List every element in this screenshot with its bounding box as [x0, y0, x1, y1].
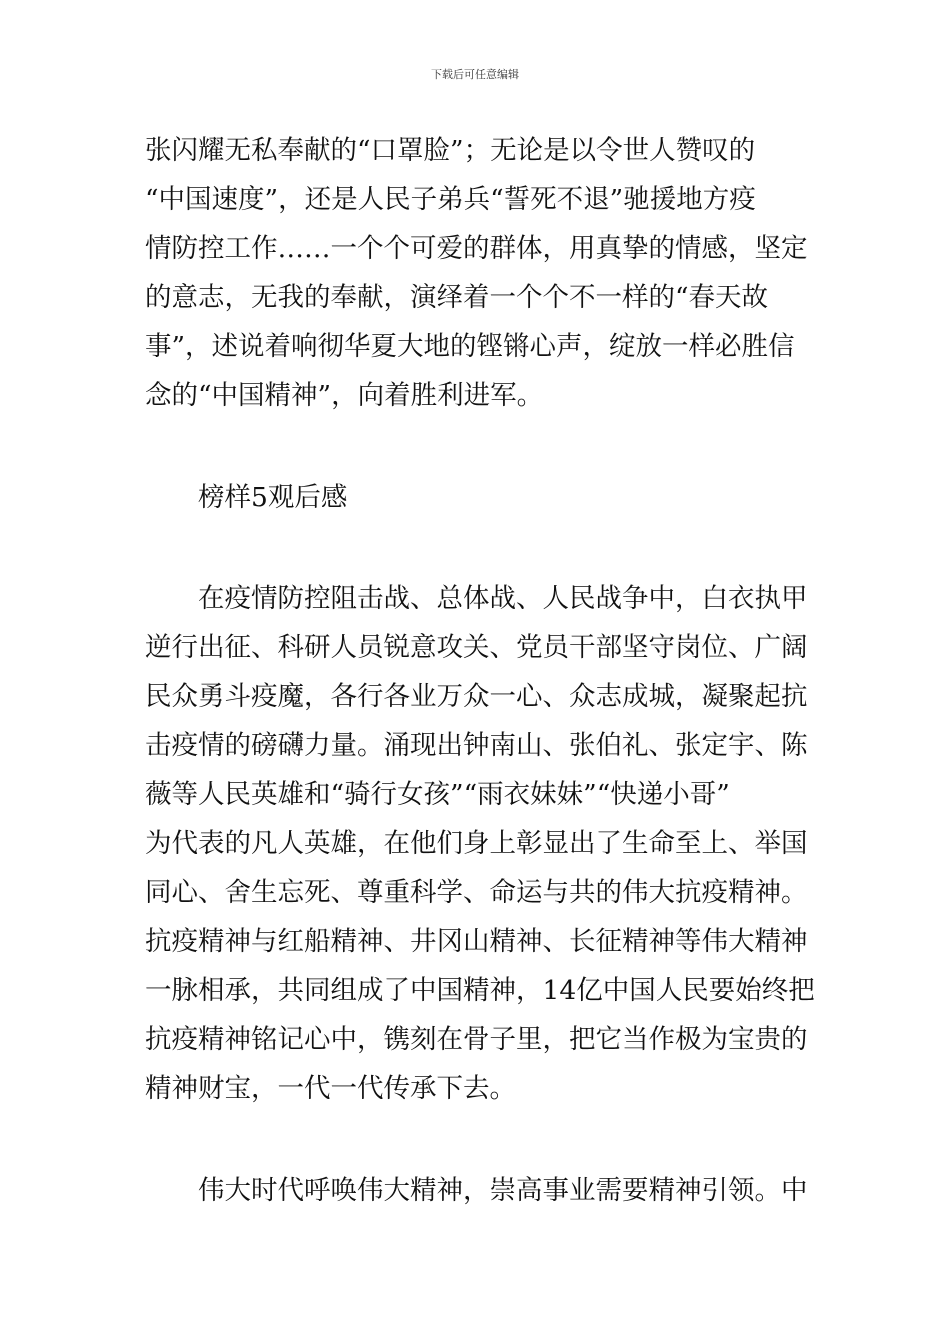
text-line: 薇等人民英雄和“骑行女孩”“雨衣妹妹”“快递小哥”: [145, 779, 730, 810]
section-title: 榜样5观后感: [198, 482, 348, 513]
text-line: 情防控工作……一个个可爱的群体，用真挚的情感，坚定: [145, 233, 808, 264]
text-line: 精神财宝，一代一代传承下去。: [145, 1073, 516, 1104]
page-header: 下载后可任意编辑: [431, 68, 519, 81]
text-line: 一脉相承，共同组成了中国精神，14亿中国人民要始终把: [145, 975, 815, 1006]
text-line: 事”，述说着响彻华夏大地的铿锵心声，绽放一样必胜信: [145, 331, 795, 362]
text-line: 民众勇斗疫魔，各行各业万众一心、众志成城，凝聚起抗: [145, 681, 808, 712]
text-line: 伟大时代呼唤伟大精神，崇高事业需要精神引领。中: [198, 1175, 808, 1206]
text-line: 同心、舍生忘死、尊重科学、命运与共的伟大抗疫精神。: [145, 877, 808, 908]
text-line: 抗疫精神与红船精神、井冈山精神、长征精神等伟大精神: [145, 926, 808, 957]
text-line: 抗疫精神铭记心中，镌刻在骨子里，把它当作极为宝贵的: [145, 1024, 808, 1055]
text-line: 在疫情防控阻击战、总体战、人民战争中，白衣执甲: [198, 583, 808, 614]
text-line: “中国速度”，还是人民子弟兵“誓死不退”驰援地方疫: [145, 184, 756, 215]
text-line: 为代表的凡人英雄，在他们身上彰显出了生命至上、举国: [145, 828, 808, 859]
text-line: 逆行出征、科研人员锐意攻关、党员干部坚守岗位、广阔: [145, 632, 808, 663]
text-line: 的意志，无我的奉献，演绎着一个个不一样的“春天故: [145, 282, 769, 313]
text-line: 念的“中国精神”，向着胜利进军。: [145, 380, 544, 411]
text-line: 击疫情的磅礴力量。涌现出钟南山、张伯礼、张定宇、陈: [145, 730, 808, 761]
text-line: 张闪耀无私奉献的“口罩脸”；无论是以令世人赞叹的: [145, 135, 756, 166]
